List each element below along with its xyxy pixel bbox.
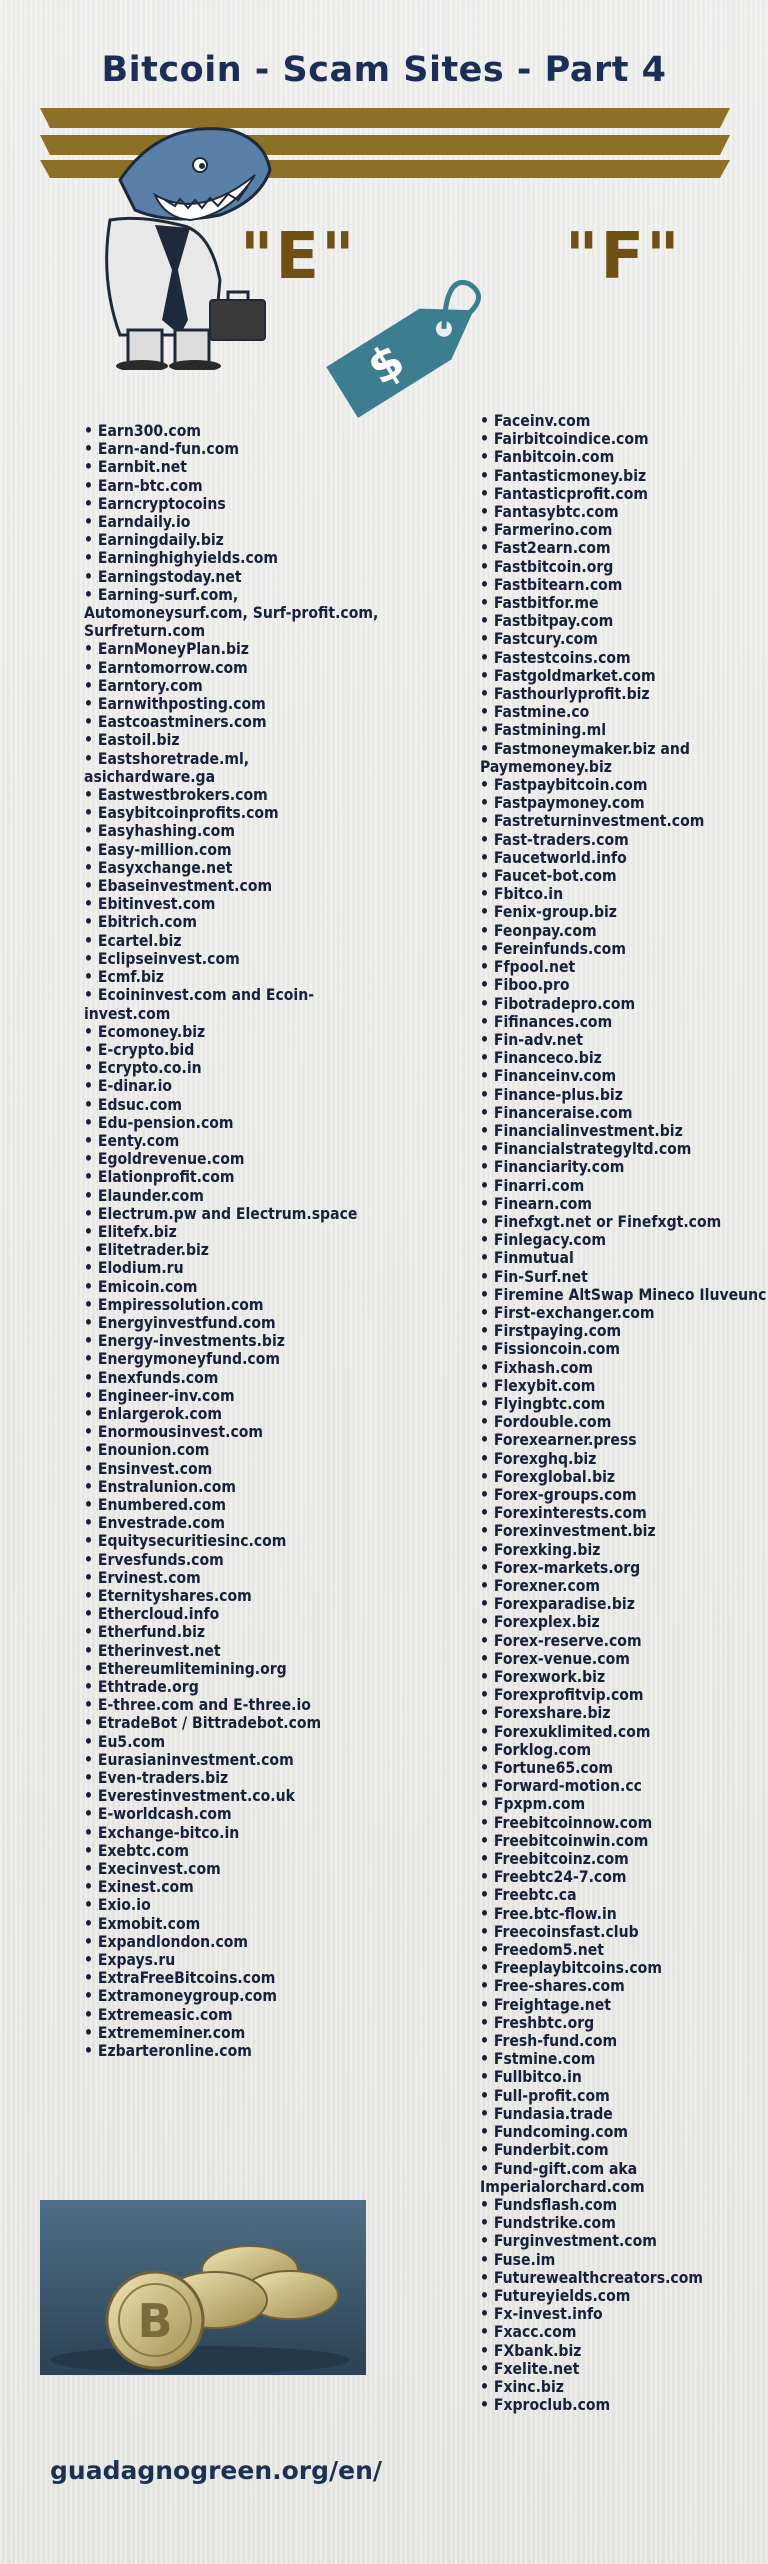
f-site-list-item: • Forexuklimited.com <box>480 1723 768 1741</box>
e-site-list-item: • Exchange-bitco.in <box>84 1824 384 1842</box>
e-site-list-item: • Ervesfunds.com <box>84 1551 384 1569</box>
f-site-list-item: • Finefxgt.net or Finefxgt.com <box>480 1213 768 1231</box>
e-site-list-item: • Ebaseinvestment.com <box>84 877 384 895</box>
e-site-list-item: • Enstralunion.com <box>84 1478 384 1496</box>
e-site-list-item: • Earn-and-fun.com <box>84 440 384 458</box>
f-site-list-item: • Free-shares.com <box>480 1977 768 1995</box>
e-site-list-item: • E-worldcash.com <box>84 1805 384 1823</box>
f-site-list-item: • Faceinv.com <box>480 412 768 430</box>
f-site-list-item: • Fereinfunds.com <box>480 940 768 958</box>
e-site-list-item: • Eurasianinvestment.com <box>84 1751 384 1769</box>
f-site-list-item: • Financiarity.com <box>480 1158 768 1176</box>
f-site-list-item: • Financeraise.com <box>480 1104 768 1122</box>
e-site-list-item: • Easybitcoinprofits.com <box>84 804 384 822</box>
f-site-list-item: • Finarri.com <box>480 1177 768 1195</box>
f-site-list-item: • Forexinvestment.biz <box>480 1522 768 1540</box>
f-site-list-item: • Forex-reserve.com <box>480 1632 768 1650</box>
e-site-list-item: • Everestinvestment.co.uk <box>84 1787 384 1805</box>
e-site-list-item: • Easyxchange.net <box>84 859 384 877</box>
f-site-list-item: • Fenix-group.biz <box>480 903 768 921</box>
e-site-list-item: • Ethercloud.info <box>84 1605 384 1623</box>
f-site-list-item: • Financialstrategyltd.com <box>480 1140 768 1158</box>
f-site-list-item: • Fastpaybitcoin.com <box>480 776 768 794</box>
f-site-list-item: • Forexking.biz <box>480 1541 768 1559</box>
e-site-list-item: • Ethereumlitemining.org <box>84 1660 384 1678</box>
e-site-list-item: • Eastwestbrokers.com <box>84 786 384 804</box>
f-site-list-item: • Feonpay.com <box>480 922 768 940</box>
e-site-list-item: • Enormousinvest.com <box>84 1423 384 1441</box>
f-site-list-item: • Financialinvestment.biz <box>480 1122 768 1140</box>
e-site-list-item: • Eastoil.biz <box>84 731 384 749</box>
e-site-list-item: • Emicoin.com <box>84 1278 384 1296</box>
e-site-list-item: • EarnMoneyPlan.biz <box>84 640 384 658</box>
e-site-list-item: • Ervinest.com <box>84 1569 384 1587</box>
f-site-list-item: • Forexglobal.biz <box>480 1468 768 1486</box>
f-site-list-item: • Fastbitcoin.org <box>480 558 768 576</box>
e-site-list-item: • Eastcoastminers.com <box>84 713 384 731</box>
e-site-list-item: • Enexfunds.com <box>84 1369 384 1387</box>
f-site-list-item: • Fund-gift.com aka Imperialorchard.com <box>480 2160 768 2196</box>
e-site-list-item: • Enlargerok.com <box>84 1405 384 1423</box>
e-site-list-item: • Elodium.ru <box>84 1259 384 1277</box>
f-site-list-item: • Fuse.im <box>480 2251 768 2269</box>
e-site-list-item: • Eastshoretrade.ml, asichardware.ga <box>84 750 384 786</box>
f-site-list-item: • Fxinc.biz <box>480 2378 768 2396</box>
f-site-list-item: • Fastcury.com <box>480 630 768 648</box>
f-site-list-item: • Forexwork.biz <box>480 1668 768 1686</box>
f-site-list-item: • Ffpool.net <box>480 958 768 976</box>
f-site-list-item: • Fantasticprofit.com <box>480 485 768 503</box>
e-site-list-item: • Eu5.com <box>84 1733 384 1751</box>
f-site-list-item: • Faucetworld.info <box>480 849 768 867</box>
f-site-list-item: • Farmerino.com <box>480 521 768 539</box>
bitcoin-coins-photo <box>40 2200 366 2375</box>
svg-text:B: B <box>137 2294 173 2348</box>
e-site-list-item: • Etherinvest.net <box>84 1642 384 1660</box>
f-site-list-item: • Fastbitpay.com <box>480 612 768 630</box>
f-site-list-item: • Forexprofitvip.com <box>480 1686 768 1704</box>
e-site-list-item: • Earnwithposting.com <box>84 695 384 713</box>
e-site-list-item: • Envestrade.com <box>84 1514 384 1532</box>
f-site-list-item: • Flexybit.com <box>480 1377 768 1395</box>
e-site-list-item: • EtradeBot / Bittradebot.com <box>84 1714 384 1732</box>
f-site-list-item: • Fast2earn.com <box>480 539 768 557</box>
f-site-list-item: • Fullbitco.in <box>480 2068 768 2086</box>
f-site-list-item: • Financeinv.com <box>480 1067 768 1085</box>
f-site-list-item: • Forexghq.biz <box>480 1450 768 1468</box>
e-site-list-item: • Earninghighyields.com <box>84 549 384 567</box>
f-site-list-item: • Fiboo.pro <box>480 976 768 994</box>
e-site-list-item: • Egoldrevenue.com <box>84 1150 384 1168</box>
e-site-list-item: • Earntory.com <box>84 677 384 695</box>
f-site-list-item: • Freebitcoinz.com <box>480 1850 768 1868</box>
e-site-list-item: • Enounion.com <box>84 1441 384 1459</box>
e-site-list-item: • Ezbarteronline.com <box>84 2042 384 2060</box>
e-site-list-item: • Earndaily.io <box>84 513 384 531</box>
e-site-list-item: • Expandlondon.com <box>84 1933 384 1951</box>
e-site-list-item: • Ecmf.biz <box>84 968 384 986</box>
footer-site-link[interactable]: guadagnogreen.org/en/ <box>50 2456 383 2485</box>
dollar-price-tag-icon <box>310 265 510 435</box>
f-site-list-item: • Forward-motion.cc <box>480 1777 768 1795</box>
f-site-list-item: • Fundcoming.com <box>480 2123 768 2141</box>
e-site-list-item: • Eenty.com <box>84 1132 384 1150</box>
e-site-list-item: • Edsuc.com <box>84 1096 384 1114</box>
e-site-list-item: • Eclipseinvest.com <box>84 950 384 968</box>
f-site-list-item: • Fbitco.in <box>480 885 768 903</box>
f-site-list-item: • Fastmining.ml <box>480 721 768 739</box>
e-site-list-item: • Elationprofit.com <box>84 1168 384 1186</box>
f-site-list-item: • First-exchanger.com <box>480 1304 768 1322</box>
f-site-list-item: • FXbank.biz <box>480 2342 768 2360</box>
e-site-list-item: • Extrememiner.com <box>84 2024 384 2042</box>
f-site-list-item: • Fastreturninvestment.com <box>480 812 768 830</box>
f-site-list-item: • Fundsflash.com <box>480 2196 768 2214</box>
f-site-list-item: • Fundstrike.com <box>480 2214 768 2232</box>
f-site-list-item: • Finearn.com <box>480 1195 768 1213</box>
e-site-list-item: • Elitefx.biz <box>84 1223 384 1241</box>
f-site-list-item: • Forexshare.biz <box>480 1704 768 1722</box>
svg-text:$: $ <box>357 332 414 396</box>
e-site-list-item: • Electrum.pw and Electrum.space <box>84 1205 384 1223</box>
e-site-list-item: • Elitetrader.biz <box>84 1241 384 1259</box>
f-site-list-item: • Fxelite.net <box>480 2360 768 2378</box>
f-site-list-item: • Fin-Surf.net <box>480 1268 768 1286</box>
e-site-list-item: • Earnbit.net <box>84 458 384 476</box>
e-site-list-item: • Edu-pension.com <box>84 1114 384 1132</box>
f-site-list-item: • Fordouble.com <box>480 1413 768 1431</box>
e-site-list-item: • Ebitrich.com <box>84 913 384 931</box>
letter-f-heading: "F" <box>565 220 682 294</box>
e-site-list-item: • Even-traders.biz <box>84 1769 384 1787</box>
e-site-list-item: • Ensinvest.com <box>84 1460 384 1478</box>
e-site-list-item: • Easyhashing.com <box>84 822 384 840</box>
f-site-list-item: • Fpxpm.com <box>480 1795 768 1813</box>
f-site-list-item: • Fxacc.com <box>480 2323 768 2341</box>
f-site-list-item: • Fastbitearn.com <box>480 576 768 594</box>
e-site-list-item: • Energymoneyfund.com <box>84 1350 384 1368</box>
e-site-list-item: • Ethtrade.org <box>84 1678 384 1696</box>
f-site-list-item: • Fastestcoins.com <box>480 649 768 667</box>
f-site-list-item: • Forklog.com <box>480 1741 768 1759</box>
f-site-list-item: • Furginvestment.com <box>480 2232 768 2250</box>
f-site-list-item: • Fast-traders.com <box>480 831 768 849</box>
f-site-list-item: • Fx-invest.info <box>480 2305 768 2323</box>
f-sites-list <box>480 412 768 2414</box>
f-site-list-item: • Forex-venue.com <box>480 1650 768 1668</box>
f-site-list-item: • Free.btc-flow.in <box>480 1905 768 1923</box>
f-site-list-item: • Funderbit.com <box>480 2141 768 2159</box>
f-site-list-item: • Fastbitfor.me <box>480 594 768 612</box>
f-site-list-item: • Fresh-fund.com <box>480 2032 768 2050</box>
e-site-list-item: • Enumbered.com <box>84 1496 384 1514</box>
f-site-list-item: • Fibotradepro.com <box>480 995 768 1013</box>
f-site-list-item: • Forexearner.press <box>480 1431 768 1449</box>
f-site-list-item: • Forexinterests.com <box>480 1504 768 1522</box>
e-site-list-item: • ExtraFreeBitcoins.com <box>84 1969 384 1987</box>
e-site-list-item: • E-crypto.bid <box>84 1041 384 1059</box>
f-site-list-item: • Freeplaybitcoins.com <box>480 1959 768 1977</box>
e-site-list-item: • Earningstoday.net <box>84 568 384 586</box>
f-site-list-item: • Fantasticmoney.biz <box>480 467 768 485</box>
e-site-list-item: • Easy-million.com <box>84 841 384 859</box>
e-site-list-item: • Ecomoney.biz <box>84 1023 384 1041</box>
e-site-list-item: • Earningdaily.biz <box>84 531 384 549</box>
f-site-list-item: • Fixhash.com <box>480 1359 768 1377</box>
e-site-list-item: • Earncryptocoins <box>84 495 384 513</box>
f-site-list-item: • Fanbitcoin.com <box>480 448 768 466</box>
e-sites-list <box>84 422 384 2060</box>
f-site-list-item: • Forex-groups.com <box>480 1486 768 1504</box>
e-site-list-item: • Execinvest.com <box>84 1860 384 1878</box>
e-site-list-item: • Ecrypto.co.in <box>84 1059 384 1077</box>
f-site-list-item: • Freecoinsfast.club <box>480 1923 768 1941</box>
f-site-list-item: • Finmutual <box>480 1249 768 1267</box>
f-site-list-item: • Freebitcoinnow.com <box>480 1814 768 1832</box>
e-site-list-item: • E-three.com and E-three.io <box>84 1696 384 1714</box>
f-site-list-item: • Fastmine.co <box>480 703 768 721</box>
f-site-list-item: • Full-profit.com <box>480 2087 768 2105</box>
f-site-list-item: • Freebitcoinwin.com <box>480 1832 768 1850</box>
f-site-list-item: • Fissioncoin.com <box>480 1340 768 1358</box>
e-site-list-item: • Engineer-inv.com <box>84 1387 384 1405</box>
f-site-list-item: • Fundasia.trade <box>480 2105 768 2123</box>
e-site-list-item: • Expays.ru <box>84 1951 384 1969</box>
f-site-list-item: • Forexparadise.biz <box>480 1595 768 1613</box>
f-site-list-item: • Forexner.com <box>480 1577 768 1595</box>
f-site-list-item: • Forex-markets.org <box>480 1559 768 1577</box>
e-site-list-item: • Etherfund.biz <box>84 1623 384 1641</box>
e-site-list-item: • Ebitinvest.com <box>84 895 384 913</box>
f-site-list-item: • Fastgoldmarket.com <box>480 667 768 685</box>
f-site-list-item: • Fastmoneymaker.biz and Paymemoney.biz <box>480 740 768 776</box>
f-site-list-item: • Fifinances.com <box>480 1013 768 1031</box>
f-site-list-item: • Fantasybtc.com <box>480 503 768 521</box>
f-site-list-item: • Fin-adv.net <box>480 1031 768 1049</box>
e-site-list-item: • Equitysecuritiesinc.com <box>84 1532 384 1550</box>
e-site-list-item: • Exinest.com <box>84 1878 384 1896</box>
e-site-list-item: • Ecoininvest.com and Ecoin-invest.com <box>84 986 384 1022</box>
e-site-list-item: • Extremeasic.com <box>84 2006 384 2024</box>
f-site-list-item: • Fstmine.com <box>480 2050 768 2068</box>
f-site-list-item: • Flyingbtc.com <box>480 1395 768 1413</box>
f-site-list-item: • Freebtc24-7.com <box>480 1868 768 1886</box>
f-site-list-item: • Freebtc.ca <box>480 1886 768 1904</box>
e-site-list-item: • Earning-surf.com, Automoneysurf.com, Surf-profit.com, Surfreturn.com <box>84 586 384 641</box>
e-site-list-item: • Exmobit.com <box>84 1915 384 1933</box>
f-site-list-item: • Forexplex.biz <box>480 1613 768 1631</box>
f-site-list-item: • Finlegacy.com <box>480 1231 768 1249</box>
f-site-list-item: • Fxproclub.com <box>480 2396 768 2414</box>
f-site-list-item: • Fasthourlyprofit.biz <box>480 685 768 703</box>
e-site-list-item: • Energyinvestfund.com <box>84 1314 384 1332</box>
f-site-list-item: • Finance-plus.biz <box>480 1086 768 1104</box>
e-site-list-item: • Exebtc.com <box>84 1842 384 1860</box>
page-title: Bitcoin - Scam Sites - Part 4 <box>101 50 667 90</box>
e-site-list-item: • Earn-btc.com <box>84 477 384 495</box>
f-site-list-item: • Faucet-bot.com <box>480 867 768 885</box>
f-site-list-item: • Futurewealthcreators.com <box>480 2269 768 2287</box>
f-site-list-item: • Freightage.net <box>480 1996 768 2014</box>
e-site-list-item: • Earntomorrow.com <box>84 659 384 677</box>
e-site-list-item: • Energy-investments.biz <box>84 1332 384 1350</box>
e-site-list-item: • Earn300.com <box>84 422 384 440</box>
e-site-list-item: • Eternityshares.com <box>84 1587 384 1605</box>
e-site-list-item: • Empiressolution.com <box>84 1296 384 1314</box>
f-site-list-item: • Freedom5.net <box>480 1941 768 1959</box>
e-site-list-item: • E-dinar.io <box>84 1077 384 1095</box>
e-site-list-item: • Ecartel.biz <box>84 932 384 950</box>
f-site-list-item: • Fairbitcoindice.com <box>480 430 768 448</box>
f-site-list-item: • Futureyields.com <box>480 2287 768 2305</box>
e-site-list-item: • Extramoneygroup.com <box>84 1987 384 2005</box>
f-site-list-item: • Freshbtc.org <box>480 2014 768 2032</box>
e-site-list-item: • Exio.io <box>84 1896 384 1914</box>
f-site-list-item: • Firemine AltSwap Mineco Iluveunc <box>480 1286 768 1304</box>
f-site-list-item: • Firstpaying.com <box>480 1322 768 1340</box>
f-site-list-item: • Financeco.biz <box>480 1049 768 1067</box>
f-site-list-item: • Fastpaymoney.com <box>480 794 768 812</box>
f-site-list-item: • Fortune65.com <box>480 1759 768 1777</box>
e-site-list-item: • Elaunder.com <box>84 1187 384 1205</box>
letter-e-heading: "E" <box>240 220 357 294</box>
